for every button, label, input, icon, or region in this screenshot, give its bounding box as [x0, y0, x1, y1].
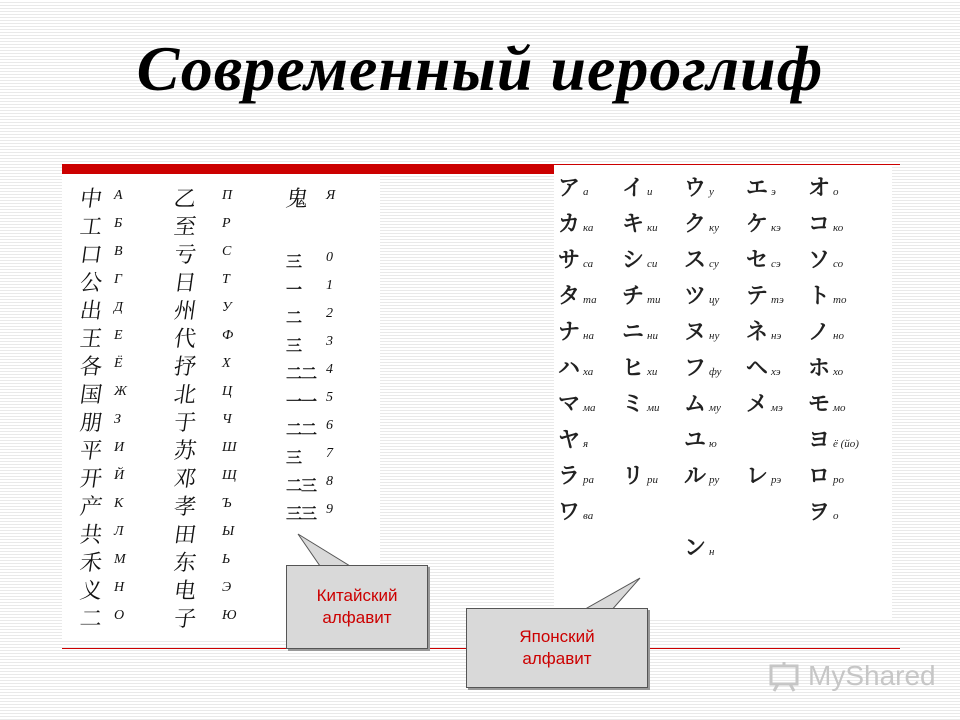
- russian-letter: О: [114, 608, 125, 623]
- chinese-glyph: 一一: [286, 392, 317, 411]
- katakana-reading: ма: [583, 402, 596, 414]
- russian-letter: 2: [326, 306, 333, 321]
- katakana-cell: [746, 352, 781, 386]
- katakana-reading: ва: [583, 510, 594, 522]
- russian-letter: Н: [114, 580, 125, 595]
- katakana-glyph: ノ: [808, 320, 831, 345]
- katakana-glyph: ン: [684, 536, 707, 561]
- chinese-glyph: 二三: [286, 476, 317, 495]
- chinese-glyph: 抒: [172, 355, 198, 380]
- katakana-glyph: レ: [746, 464, 769, 489]
- chinese-glyph: 子: [172, 607, 198, 632]
- katakana-reading: о: [833, 510, 839, 522]
- russian-letter: У: [222, 300, 232, 315]
- katakana-cell: [622, 388, 660, 422]
- katakana-glyph: コ: [808, 212, 831, 237]
- slide-title: Современный иероглиф: [136, 33, 824, 104]
- katakana-reading: нэ: [771, 330, 782, 342]
- katakana-cell: [558, 460, 594, 494]
- katakana-cell: [746, 388, 783, 422]
- katakana-cell: [622, 208, 658, 242]
- chinese-glyph: 田: [172, 523, 198, 548]
- chinese-glyph: 出: [78, 299, 104, 324]
- chinese-glyph: 二: [78, 607, 104, 632]
- katakana-cell: [808, 208, 843, 242]
- russian-letter: Т: [222, 272, 230, 287]
- logo-text: MyShared: [808, 660, 936, 691]
- katakana-cell: [684, 388, 721, 422]
- chinese-glyph: 乙: [172, 187, 198, 212]
- russian-letter: К: [114, 496, 124, 511]
- chinese-glyph: 工: [78, 215, 104, 240]
- katakana-glyph: ア: [558, 176, 581, 201]
- katakana-cell: [622, 352, 657, 386]
- chinese-glyph: 义: [78, 579, 104, 604]
- chinese-glyph: 王: [78, 327, 104, 352]
- katakana-glyph: ニ: [622, 320, 645, 345]
- katakana-cell: [558, 424, 588, 458]
- katakana-reading: цу: [709, 294, 720, 306]
- chinese-glyph: 于: [172, 411, 198, 436]
- katakana-glyph: メ: [746, 392, 769, 417]
- katakana-glyph: ヤ: [558, 428, 581, 453]
- japanese-callout: [466, 608, 648, 688]
- russian-letter: Д: [114, 300, 123, 315]
- katakana-cell: [558, 208, 593, 242]
- russian-letter: А: [114, 188, 123, 203]
- katakana-reading: хо: [833, 366, 844, 378]
- katakana-reading: мо: [833, 402, 846, 414]
- russian-letter: Б: [114, 216, 123, 231]
- katakana-cell: [558, 172, 589, 206]
- katakana-reading: кэ: [771, 222, 781, 234]
- katakana-reading: хи: [647, 366, 658, 378]
- katakana-reading: ти: [647, 294, 661, 306]
- katakana-glyph: ロ: [808, 464, 831, 489]
- katakana-reading: о: [833, 186, 839, 198]
- russian-letter: 9: [326, 502, 333, 517]
- chinese-glyph: 各: [78, 355, 104, 380]
- katakana-glyph: マ: [558, 392, 581, 417]
- russian-letter: 6: [326, 418, 333, 433]
- chinese-callout-line2: алфавит: [322, 608, 392, 627]
- chinese-glyph: 公: [78, 271, 104, 296]
- katakana-glyph: ヘ: [746, 356, 769, 381]
- katakana-cell: [746, 280, 784, 314]
- katakana-cell: [808, 460, 844, 494]
- chinese-glyph: 代: [172, 327, 198, 352]
- chinese-glyph: 三: [286, 336, 302, 355]
- katakana-cell: [684, 280, 719, 314]
- katakana-glyph: ソ: [808, 248, 831, 273]
- katakana-glyph: サ: [558, 248, 581, 273]
- katakana-reading: ка: [583, 222, 594, 234]
- russian-letter: 0: [326, 250, 333, 265]
- chinese-glyph: 电: [172, 579, 198, 604]
- chinese-glyph: 产: [78, 495, 104, 520]
- katakana-reading: но: [833, 330, 844, 342]
- russian-letter: Ш: [222, 440, 237, 455]
- chinese-glyph: 一: [286, 280, 302, 299]
- katakana-cell: [746, 172, 776, 206]
- katakana-cell: [622, 460, 658, 494]
- katakana-glyph: ヨ: [808, 428, 831, 453]
- russian-letter: Л: [114, 524, 124, 539]
- russian-letter: Х: [222, 356, 231, 371]
- chinese-glyph: 州: [172, 299, 198, 324]
- chinese-glyph: 三: [286, 252, 302, 271]
- russian-letter: Е: [114, 328, 123, 343]
- japanese-callout-line1: Японский: [519, 627, 595, 646]
- katakana-glyph: ナ: [558, 320, 581, 345]
- katakana-glyph: ヲ: [808, 500, 831, 525]
- chinese-glyph: 孝: [172, 495, 198, 520]
- chinese-glyph: 禾: [78, 551, 104, 576]
- katakana-cell: [622, 244, 657, 278]
- katakana-cell: [746, 316, 781, 350]
- chinese-glyph: 三三: [286, 504, 317, 523]
- chinese-glyph: 口: [78, 243, 104, 268]
- russian-letter: З: [114, 412, 121, 427]
- katakana-reading: у: [709, 186, 714, 198]
- katakana-reading: си: [647, 258, 658, 270]
- katakana-glyph: タ: [558, 284, 581, 309]
- japanese-callout-line2: алфавит: [522, 649, 592, 668]
- katakana-glyph: ネ: [746, 320, 769, 345]
- katakana-reading: сэ: [771, 258, 781, 270]
- katakana-cell: [808, 388, 846, 422]
- katakana-reading: та: [583, 294, 597, 306]
- russian-letter: С: [222, 244, 232, 259]
- chinese-glyph: 邓: [172, 467, 198, 492]
- katakana-reading: н: [709, 546, 715, 558]
- katakana-reading: рэ: [771, 474, 782, 486]
- chinese-glyph: 共: [78, 523, 104, 548]
- katakana-reading: су: [709, 258, 719, 270]
- katakana-glyph: フ: [684, 356, 707, 381]
- chinese-glyph: 东: [172, 551, 198, 576]
- chinese-glyph: 亏: [172, 243, 198, 268]
- katakana-cell: [808, 280, 846, 314]
- katakana-reading: ку: [709, 222, 720, 234]
- chinese-glyph: 北: [172, 383, 198, 408]
- katakana-reading: ну: [709, 330, 720, 342]
- katakana-cell: [684, 244, 719, 278]
- chinese-glyph: 开: [78, 467, 104, 492]
- katakana-reading: со: [833, 258, 844, 270]
- katakana-glyph: ケ: [746, 212, 769, 237]
- katakana-cell: [808, 172, 839, 206]
- katakana-reading: хэ: [771, 366, 781, 378]
- katakana-cell: [622, 316, 658, 350]
- katakana-cell: [808, 496, 839, 530]
- katakana-reading: ха: [583, 366, 594, 378]
- katakana-glyph: セ: [746, 248, 769, 273]
- russian-letter: 8: [326, 474, 333, 489]
- russian-letter: 3: [326, 334, 333, 349]
- katakana-cell: [558, 280, 597, 314]
- katakana-glyph: ラ: [558, 464, 581, 489]
- katakana-glyph: テ: [746, 284, 769, 309]
- chinese-glyph: 平: [78, 439, 104, 464]
- katakana-cell: [808, 352, 843, 386]
- katakana-cell: [558, 352, 593, 386]
- russian-letter: Ж: [114, 384, 127, 399]
- myshared-logo: [768, 658, 936, 694]
- katakana-reading: ё (йо): [833, 438, 859, 450]
- katakana-reading: ра: [583, 474, 595, 486]
- japanese-alphabet-image: [554, 166, 892, 620]
- russian-letter: Ч: [222, 412, 232, 427]
- chinese-glyph: 朋: [78, 411, 104, 436]
- russian-letter: 5: [326, 390, 333, 405]
- katakana-glyph: ウ: [684, 176, 707, 201]
- chinese-glyph: 二二: [286, 364, 317, 383]
- katakana-cell: [684, 172, 714, 206]
- russian-letter: Я: [326, 188, 336, 203]
- katakana-cell: [558, 316, 594, 350]
- katakana-glyph: ユ: [684, 428, 707, 453]
- russian-letter: 1: [326, 278, 333, 293]
- katakana-glyph: モ: [808, 392, 831, 417]
- chinese-glyph: 鬼: [284, 187, 310, 212]
- katakana-reading: а: [583, 186, 589, 198]
- katakana-glyph: ト: [808, 284, 831, 309]
- katakana-glyph: ス: [684, 248, 707, 273]
- chinese-glyph: 日: [172, 271, 198, 296]
- katakana-glyph: ク: [684, 212, 707, 237]
- katakana-reading: то: [833, 294, 847, 306]
- russian-letter: Ю: [222, 608, 237, 623]
- katakana-reading: ни: [647, 330, 658, 342]
- katakana-cell: [808, 244, 843, 278]
- katakana-cell: [684, 352, 721, 386]
- chinese-glyph: 至: [172, 215, 198, 240]
- chinese-glyph: 苏: [172, 439, 198, 464]
- russian-letter: Ц: [222, 384, 233, 399]
- katakana-cell: [684, 208, 719, 242]
- katakana-reading: на: [583, 330, 594, 342]
- katakana-reading: мэ: [771, 402, 783, 414]
- katakana-glyph: チ: [622, 284, 645, 309]
- russian-letter: Й: [114, 468, 125, 483]
- katakana-reading: ко: [833, 222, 844, 234]
- katakana-glyph: ム: [684, 392, 707, 417]
- katakana-reading: ки: [647, 222, 658, 234]
- russian-letter: Ъ: [222, 496, 232, 511]
- katakana-cell: [808, 316, 844, 350]
- chinese-glyph: 二: [286, 308, 302, 327]
- chinese-glyph: 二二: [286, 420, 317, 439]
- katakana-glyph: キ: [622, 212, 645, 237]
- russian-letter: М: [114, 552, 126, 567]
- russian-letter: Р: [222, 216, 231, 231]
- katakana-glyph: イ: [622, 176, 645, 201]
- katakana-reading: са: [583, 258, 594, 270]
- katakana-cell: [746, 244, 781, 278]
- russian-letter: Ф: [222, 328, 234, 343]
- russian-letter: 7: [326, 446, 333, 461]
- katakana-glyph: エ: [746, 176, 769, 201]
- katakana-cell: [684, 316, 719, 350]
- katakana-cell: [684, 460, 719, 494]
- katakana-reading: ру: [709, 474, 720, 486]
- katakana-cell: [558, 388, 596, 422]
- russian-letter: И: [114, 440, 125, 455]
- chinese-glyph: 三: [286, 448, 302, 467]
- russian-letter: 4: [326, 362, 333, 377]
- katakana-glyph: ヒ: [622, 356, 645, 381]
- katakana-reading: ми: [647, 402, 660, 414]
- katakana-reading: му: [709, 402, 721, 414]
- katakana-cell: [622, 280, 660, 314]
- russian-letter: Щ: [222, 468, 237, 483]
- katakana-reading: ри: [647, 474, 659, 486]
- red-accent-bar: [62, 164, 554, 174]
- katakana-glyph: ル: [684, 464, 707, 489]
- katakana-cell: [746, 460, 781, 494]
- katakana-reading: я: [583, 438, 589, 450]
- katakana-cell: [684, 424, 717, 458]
- katakana-cell: [558, 244, 593, 278]
- katakana-cell: [746, 208, 781, 242]
- katakana-reading: фу: [709, 366, 722, 378]
- katakana-glyph: ヌ: [684, 320, 707, 345]
- katakana-glyph: ワ: [558, 500, 581, 525]
- presentation-board-icon: [768, 660, 802, 692]
- russian-letter: П: [222, 188, 233, 203]
- chinese-glyph: 国: [78, 383, 104, 408]
- katakana-reading: и: [647, 186, 653, 198]
- katakana-reading: ю: [709, 438, 717, 450]
- katakana-glyph: ホ: [808, 356, 831, 381]
- russian-letter: Ё: [114, 356, 123, 371]
- russian-letter: В: [114, 244, 123, 259]
- katakana-reading: ро: [833, 474, 845, 486]
- katakana-glyph: シ: [622, 248, 645, 273]
- katakana-glyph: ハ: [558, 356, 581, 381]
- katakana-reading: э: [771, 186, 776, 198]
- russian-letter: Э: [222, 580, 232, 595]
- katakana-glyph: ミ: [622, 392, 645, 417]
- russian-letter: Г: [114, 272, 122, 287]
- chinese-glyph: 中: [78, 187, 104, 212]
- chinese-callout: [286, 565, 428, 649]
- katakana-glyph: カ: [558, 212, 581, 237]
- katakana-glyph: リ: [622, 464, 645, 489]
- katakana-glyph: ツ: [684, 284, 707, 309]
- katakana-glyph: オ: [808, 176, 831, 201]
- katakana-cell: [684, 532, 714, 566]
- russian-letter: Ь: [222, 552, 231, 567]
- katakana-reading: тэ: [771, 294, 784, 306]
- katakana-cell: [808, 424, 859, 458]
- katakana-cell: [622, 172, 653, 206]
- red-divider-line: [554, 164, 900, 165]
- russian-letter: Ы: [222, 524, 235, 539]
- chinese-callout-line1: Китайский: [316, 586, 398, 605]
- katakana-cell: [558, 496, 593, 530]
